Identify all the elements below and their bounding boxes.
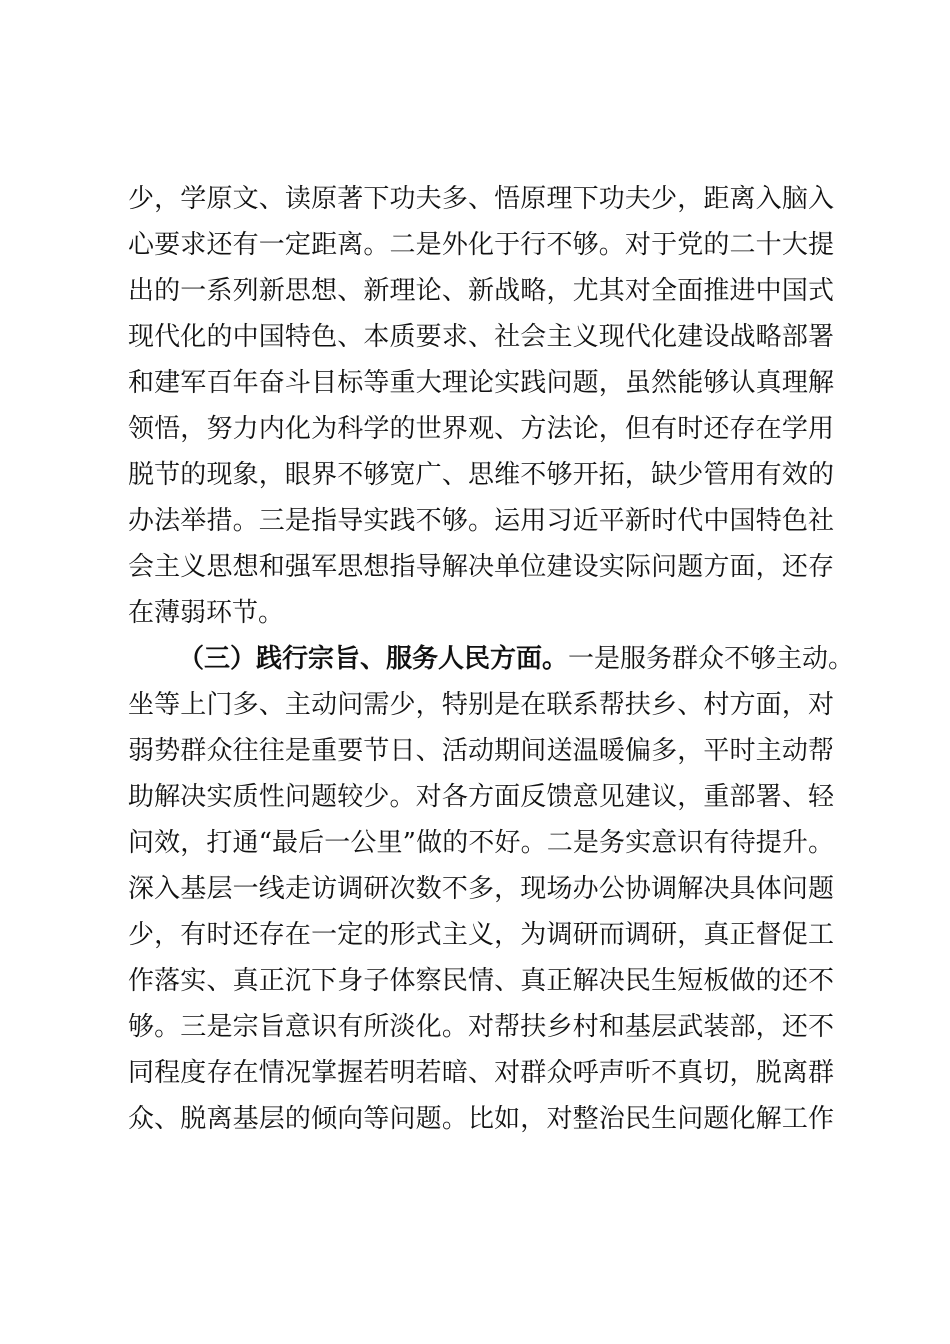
para2-first-line xyxy=(178,636,855,682)
para1-line: 脱节的现象，眼界不够宽广、思维不够开拓，缺少管用有效的 xyxy=(128,460,834,490)
para1-line: 领悟，努力内化为科学的世界观、方法论，但有时还存在学用 xyxy=(128,414,834,444)
para2-line: 众、脱离基层的倾向等问题。比如，对整治民生问题化解工作 xyxy=(128,1104,834,1134)
para2-line: 够。三是宗旨意识有所淡化。对帮扶乡村和基层武装部，还不 xyxy=(128,1012,834,1042)
para2-first-text: 一是服务群众不够主动。 xyxy=(568,644,855,674)
para1-line: 在薄弱环节。 xyxy=(128,598,285,628)
para2-line: 同程度存在情况掌握若明若暗、对群众呼声听不真切，脱离群 xyxy=(128,1058,834,1088)
para2-line: 问效，打通“最后一公里”做的不好。二是务实意识有待提升。 xyxy=(128,828,834,858)
para1-line: 会主义思想和强军思想指导解决单位建设实际问题方面，还存 xyxy=(128,552,834,582)
para1-line: 现代化的中国特色、本质要求、社会主义现代化建设战略部署 xyxy=(128,322,834,352)
para1-line: 办法举措。三是指导实践不够。运用习近平新时代中国特色社 xyxy=(128,506,834,536)
para1-line: 出的一系列新思想、新理论、新战略，尤其对全面推进中国式 xyxy=(128,276,834,306)
para1-line: 和建军百年奋斗目标等重大理论实践问题，虽然能够认真理解 xyxy=(128,368,834,398)
para2-line: 助解决实质性问题较少。对各方面反馈意见建议，重部署、轻 xyxy=(128,782,834,812)
para2-line: 少，有时还存在一定的形式主义，为调研而调研，真正督促工 xyxy=(128,920,834,950)
para2-line: 作落实、真正沉下身子体察民情、真正解决民生短板做的还不 xyxy=(128,966,834,996)
para2-line: 弱势群众往往是重要节日、活动期间送温暖偏多，平时主动帮 xyxy=(128,736,834,766)
para2-line: 坐等上门多、主动问需少，特别是在联系帮扶乡、村方面，对 xyxy=(128,690,834,720)
section-heading: （三）践行宗旨、服务人民方面。 xyxy=(178,644,569,674)
para2-line: 深入基层一线走访调研次数不多，现场办公协调解决具体问题 xyxy=(128,874,834,904)
para1-line: 心要求还有一定距离。二是外化于行不够。对于党的二十大提 xyxy=(128,230,834,260)
para1-line: 少，学原文、读原著下功夫多、悟原理下功夫少，距离入脑入 xyxy=(128,184,834,214)
